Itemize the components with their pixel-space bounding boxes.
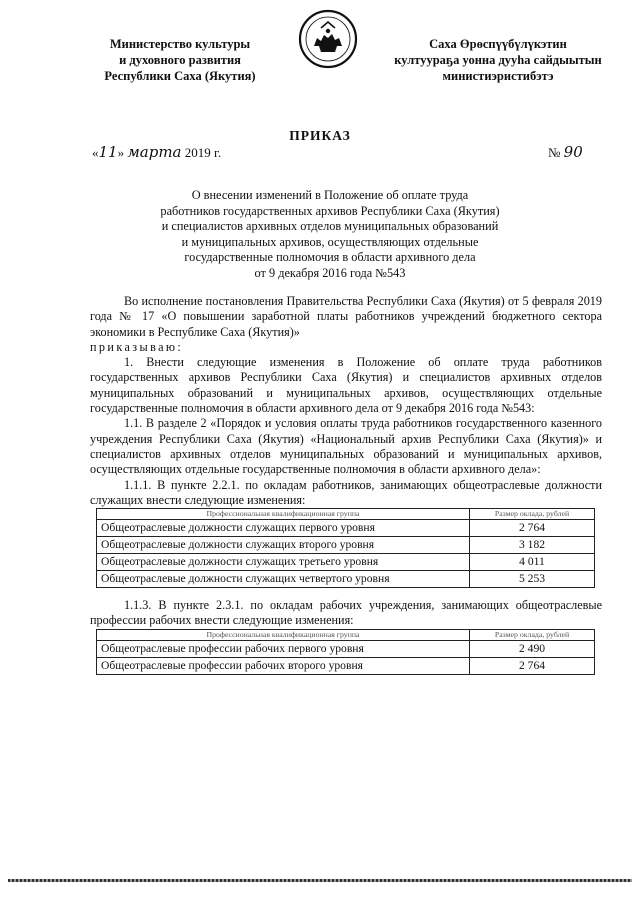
org-sakha-line: министиэристибэтэ [442, 69, 554, 83]
salary-cell: 3 182 [470, 537, 595, 554]
date-year: 2019 г. [181, 145, 222, 160]
subject-line: О внесении изменений в Положение об оплате труда [191, 188, 469, 202]
table-row [97, 640, 595, 657]
subject-line: государственные полномочия в области архивного дела [184, 250, 476, 265]
order-number [548, 143, 583, 161]
clause-1: 1. Внести следующие изменения в Положение об оплате труда работников государственных архивов Республики Саха (Якутия) и специалистов архивных отделов муниципальных образований и муниципальных архивов, осуществляющих отдельные государственные полномочия в области архивного дела от 9 декабря 2016 года №543: [90, 355, 602, 416]
order-subject [100, 188, 560, 282]
table-header-row [97, 509, 595, 520]
group-cell: Общеотраслевые профессии рабочих первого уровня [97, 640, 470, 657]
group-cell: Общеотраслевые должности служащих первого уровня [97, 520, 470, 537]
republic-emblem-icon [297, 8, 359, 70]
org-ru-line: Республики Саха (Якутия) [104, 69, 256, 83]
table-row [97, 554, 595, 571]
clause-1-1: 1.1. В разделе 2 «Порядок и условия оплаты труда работников государственного казенного учреждения Республики Саха (Якутия) «Национальный архив Республики Саха (Якутия)» и специалистов архивных отделов муниципальных образований и муниципальных архивов, осуществляющих отдельные государственные полномочия в области архивного дела»: [90, 416, 602, 477]
order-date [92, 143, 221, 161]
group-cell: Общеотраслевые должности служащих третьего уровня [97, 554, 470, 571]
table-row [97, 537, 595, 554]
salary-cell: 4 011 [470, 554, 595, 571]
salary-cell: 2 490 [470, 640, 595, 657]
date-month: марта [127, 143, 182, 161]
order-body [90, 294, 602, 675]
clause-1-1-3: 1.1.3. В пункте 2.3.1. по окладам рабочих учреждения, занимающих общеотраслевые профессии рабочих внести следующие изменения: [90, 598, 602, 628]
org-ru-line: и духовного развития [119, 53, 241, 67]
subject-line: и муниципальных архивов, осуществляющих отдельные [181, 234, 479, 249]
table-row [97, 571, 595, 588]
header-group: Профессиональная квалификационная группа [97, 509, 470, 520]
group-cell: Общеотраслевые профессии рабочих второго уровня [97, 657, 470, 674]
ministry-name-sakha [382, 36, 614, 84]
org-ru-line: Министерство культуры [109, 37, 251, 51]
date-quote-open: « [92, 145, 99, 160]
table-header-row [97, 629, 595, 640]
salary-table-workers [96, 629, 595, 675]
number-prefix: № [548, 145, 564, 160]
salary-table-employees [96, 508, 595, 588]
group-cell: Общеотраслевые должности служащих второго уровня [97, 537, 470, 554]
scan-edge-divider [8, 879, 632, 882]
salary-cell: 5 253 [470, 571, 595, 588]
order-word: приказываю: [90, 339, 184, 354]
ministry-name-russian [60, 36, 300, 84]
subject-line: и специалистов архивных отделов муниципальных образований [161, 219, 499, 234]
header-group: Профессиональная квалификационная группа [97, 629, 470, 640]
table-row [97, 520, 595, 537]
group-cell: Общеотраслевые должности служащих четвертого уровня [97, 571, 470, 588]
salary-cell: 2 764 [470, 657, 595, 674]
clause-1-1-1: 1.1.1. В пункте 2.2.1. по окладам работников, занимающих общеотраслевые должности служащих внести следующие изменения: [90, 477, 602, 507]
intro-paragraph: Во исполнение постановления Правительства Республики Саха (Якутия) от 5 февраля 2019 года № 17 «О повышении заработной платы работников учреждений бюджетного сектора экономики в Республике Саха (Якутия)» [90, 294, 602, 339]
number-value: 90 [563, 143, 583, 161]
org-sakha-line: култуураҕа уонна дууһа сайдыытын [394, 53, 602, 67]
org-sakha-line: Саха Өрөспүүбүлүкэтин [429, 37, 567, 51]
subject-line: работников государственных архивов Республики Саха (Якутия) [160, 203, 500, 218]
salary-cell: 2 764 [470, 520, 595, 537]
subject-line: от 9 декабря 2016 года №543 [254, 265, 406, 280]
date-day: 11 [98, 143, 118, 161]
document-title: ПРИКАЗ [289, 128, 351, 143]
header-salary: Размер оклада, рублей [470, 629, 595, 640]
spacer [90, 588, 602, 598]
table-row [97, 657, 595, 674]
header-salary: Размер оклада, рублей [470, 509, 595, 520]
date-quote-close: » [117, 145, 128, 160]
